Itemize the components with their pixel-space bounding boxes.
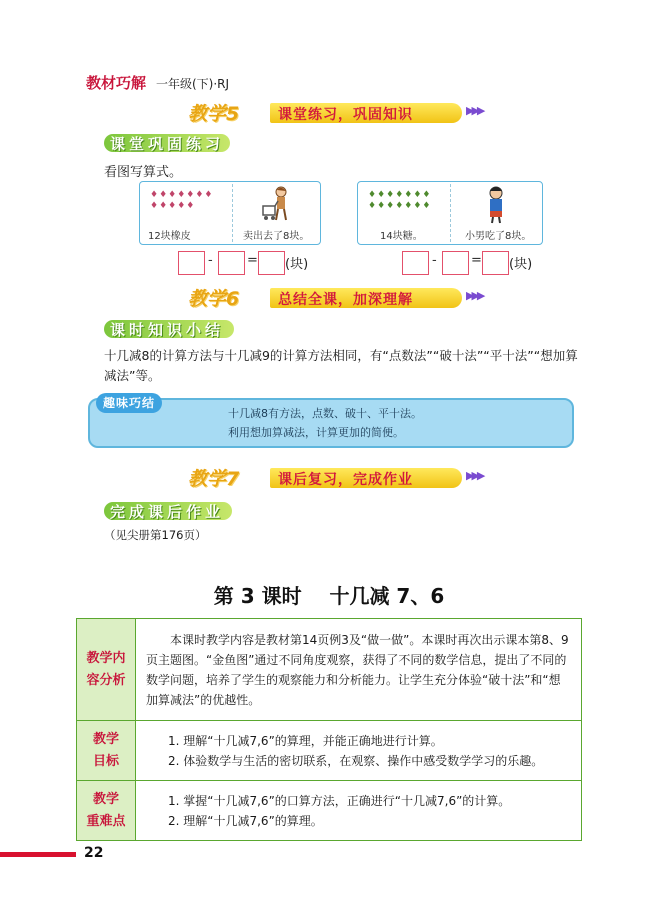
- eraser-group-icon: ♦♦♦♦♦♦♦♦♦♦♦♦: [150, 190, 214, 211]
- lesson-title: 第 3 课时 十几减 7、6: [213, 584, 445, 608]
- tip-label: 趣味巧结: [96, 393, 162, 413]
- book-subtitle: 一年级(下)·RJ: [156, 77, 230, 91]
- lesson-info-table: [76, 618, 582, 841]
- tip-line-2: 利用想加算减法，计算更加的简便。: [228, 426, 404, 439]
- homework-reference: （见尖册第176页）: [104, 528, 207, 542]
- section-6-banner: [188, 285, 488, 311]
- section-5-banner: [188, 100, 488, 126]
- summary-paragraph: 十几减8的计算方法与十几减9的计算方法相同，有“点数法”“破十法”“平十法”“想加算减法”等。: [104, 348, 578, 383]
- unit-label: (块): [509, 257, 533, 272]
- equals-sign: =: [247, 253, 258, 268]
- equals-sign: =: [471, 253, 482, 268]
- answer-box[interactable]: [258, 251, 285, 275]
- section-7-title: 课后复习，完成作业: [278, 472, 413, 488]
- answer-box[interactable]: [442, 251, 469, 275]
- section-7-banner: [188, 465, 488, 491]
- page-number: 22: [84, 845, 104, 861]
- objectives-text: 1. 理解“十几减7,6”的算理，并能正确地进行计算。 2. 体验数学与生活的密切联系，在观察、操作中感受数学学习的乐趣。: [136, 721, 582, 781]
- minus-sign: -: [208, 253, 213, 268]
- problem-2-caption-right: 小男吃了8块。: [465, 231, 532, 242]
- section-6-number: 教学6: [188, 288, 240, 310]
- book-title: 教材巧解: [86, 74, 147, 92]
- instruction: 看图写算式。: [104, 165, 183, 180]
- minus-sign: -: [432, 253, 437, 268]
- footer-bar: [0, 852, 76, 857]
- section-7-number: 教学7: [188, 468, 240, 490]
- section-5-title: 课堂练习，巩固知识: [278, 107, 413, 123]
- key-points-text: 1. 掌握“十几减7,6”的口算方法，正确进行“十几减7,6”的计算。 2. 理解“十几减7,6”的算理。: [136, 781, 582, 841]
- arrows-icon: ▶▶▶: [466, 104, 483, 117]
- arrows-icon: ▶▶▶: [466, 289, 483, 302]
- problem-2-picture: [357, 181, 543, 245]
- content-analysis-text: 本课时教学内容是教材第14页例3及“做一做”。本课时再次出示课本第8、9页主题图。“金鱼图”通过不同角度观察，获得了不同的数学信息，提出了不同的数学问题，培养了学生的观察能力和分析能力。让学生充分体验“破十法”和“想加算减法”的优越性。: [136, 619, 582, 721]
- section-5-number: 教学5: [188, 103, 240, 125]
- content-analysis-label: 教学内 容分析: [77, 619, 136, 721]
- equation-1: [178, 251, 318, 273]
- problem-1-caption-right: 卖出去了8块。: [243, 231, 310, 242]
- unit-label: (块): [285, 257, 309, 272]
- arrows-icon: ▶▶▶: [466, 469, 483, 482]
- answer-box[interactable]: [402, 251, 429, 275]
- answer-box[interactable]: [482, 251, 509, 275]
- equation-2: [402, 251, 542, 273]
- table-row: [77, 781, 582, 841]
- table-row: [77, 721, 582, 781]
- problem-2-caption-left: 14块糖。: [380, 231, 423, 242]
- answer-box[interactable]: [178, 251, 205, 275]
- objectives-label: 教学 目标: [77, 721, 136, 781]
- answer-box[interactable]: [218, 251, 245, 275]
- candy-group-icon: ♦♦♦♦♦♦♦♦♦♦♦♦♦♦: [368, 190, 432, 211]
- boy-icon: [481, 185, 511, 225]
- table-row: [77, 619, 582, 721]
- key-points-label: 教学 重难点: [77, 781, 136, 841]
- problem-1-caption-left: 12块橡皮: [148, 231, 191, 242]
- problem-1-picture: [139, 181, 321, 245]
- section-6-title: 总结全课，加深理解: [278, 292, 413, 308]
- tip-line-1: 十几减8有方法，点数、破十、平十法。: [228, 407, 422, 420]
- shopper-with-cart-icon: [261, 186, 293, 224]
